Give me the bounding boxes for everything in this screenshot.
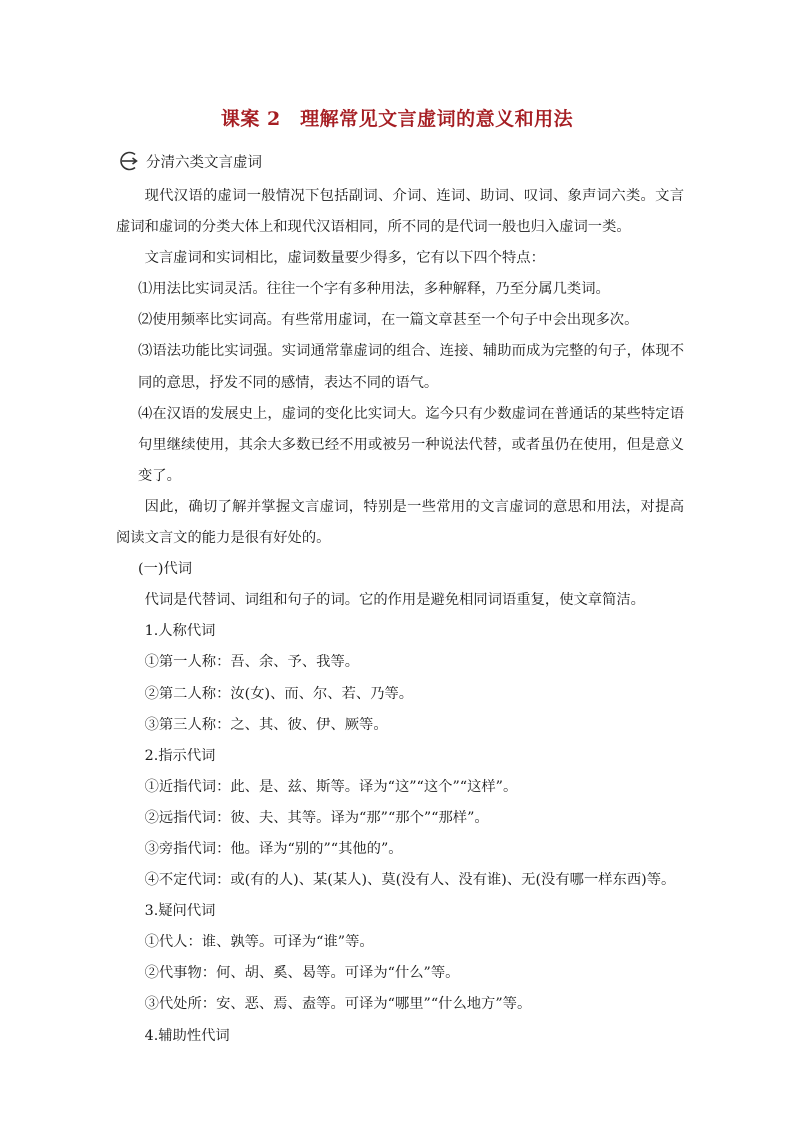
personal-pronoun-heading: 1.人称代词 [144, 623, 216, 640]
demonstrative-pronoun-item-4: ④不定代词：或(有的人)、某(某人)、莫(没有人、没有谁)、无(没有哪一样东西)等。 [144, 872, 676, 889]
demonstrative-pronoun-heading: 2.指示代词 [144, 747, 216, 764]
demonstrative-pronoun-item-1: ①近指代词：此、是、兹、斯等。译为“这”“这个”“这样”。 [144, 778, 518, 795]
chevron-circle-icon [116, 148, 142, 174]
interrogative-pronoun-heading: 3.疑问代词 [144, 903, 216, 920]
demonstrative-pronoun-item-3: ③旁指代词：他。译为“别的”“其他的”。 [144, 840, 403, 857]
section-heading [116, 148, 262, 174]
conclusion-paragraph: 因此，确切了解并掌握文言虚词，特别是一些常用的文言虚词的意思和用法，对提高阅读文言文的能力是很有好处的。 [116, 498, 684, 547]
personal-pronoun-item-1: ①第一人称：吾、余、予、我等。 [144, 654, 360, 671]
pronoun-heading: (一)代词 [138, 561, 193, 578]
body-text [116, 181, 684, 1052]
interrogative-pronoun-item-2: ②代事物：何、胡、奚、曷等。可译为“什么”等。 [144, 965, 460, 982]
section-heading-label: 分清六类文言虚词 [146, 154, 262, 171]
page-title: 课案 2 理解常见文言虚词的意义和用法 [220, 108, 574, 130]
feature-point-4: ⑷在汉语的发展史上，虚词的变化比实词大。迄今只有少数虚词在普通话的某些特定语句里继续使用，其余大多数已经不用或被另一种说法代替，或者虽仍在使用，但是意义变了。 [138, 405, 684, 484]
feature-point-3: ⑶语法功能比实词强。实词通常靠虚词的组合、连接、辅助而成为完整的句子，体现不同的意思，抒发不同的感情，表达不同的语气。 [138, 343, 684, 391]
personal-pronoun-item-2: ②第二人称：汝(女)、而、尔、若、乃等。 [144, 685, 414, 702]
auxiliary-pronoun-heading: 4.辅助性代词 [144, 1027, 230, 1044]
intro-paragraph-2: 文言虚词和实词相比，虚词数量要少得多，它有以下四个特点： [144, 250, 545, 267]
interrogative-pronoun-item-3: ③代处所：安、恶、焉、盍等。可译为“哪里”“什么地方”等。 [144, 996, 532, 1013]
feature-point-1: ⑴用法比实词灵活。往往一个字有多种用法，多种解释，乃至分属几类词。 [138, 281, 610, 298]
interrogative-pronoun-item-1: ①代人：谁、孰等。可译为“谁”等。 [144, 934, 374, 951]
pronoun-definition: 代词是代替词、词组和句子的词。它的作用是避免相同词语重复，使文章简洁。 [144, 592, 645, 609]
feature-point-2: ⑵使用频率比实词高。有些常用虚词，在一篇文章甚至一个句子中会出现多次。 [138, 312, 639, 329]
personal-pronoun-item-3: ③第三人称：之、其、彼、伊、厥等。 [144, 716, 388, 733]
demonstrative-pronoun-item-2: ②远指代词：彼、夫、其等。译为“那”“那个”“那样”。 [144, 809, 489, 826]
intro-paragraph-1: 现代汉语的虚词一般情况下包括副词、介词、连词、助词、叹词、象声词六类。文言虚词和虚词的分类大体上和现代汉语相同，所不同的是代词一般也归入虚词一类。 [116, 188, 684, 236]
